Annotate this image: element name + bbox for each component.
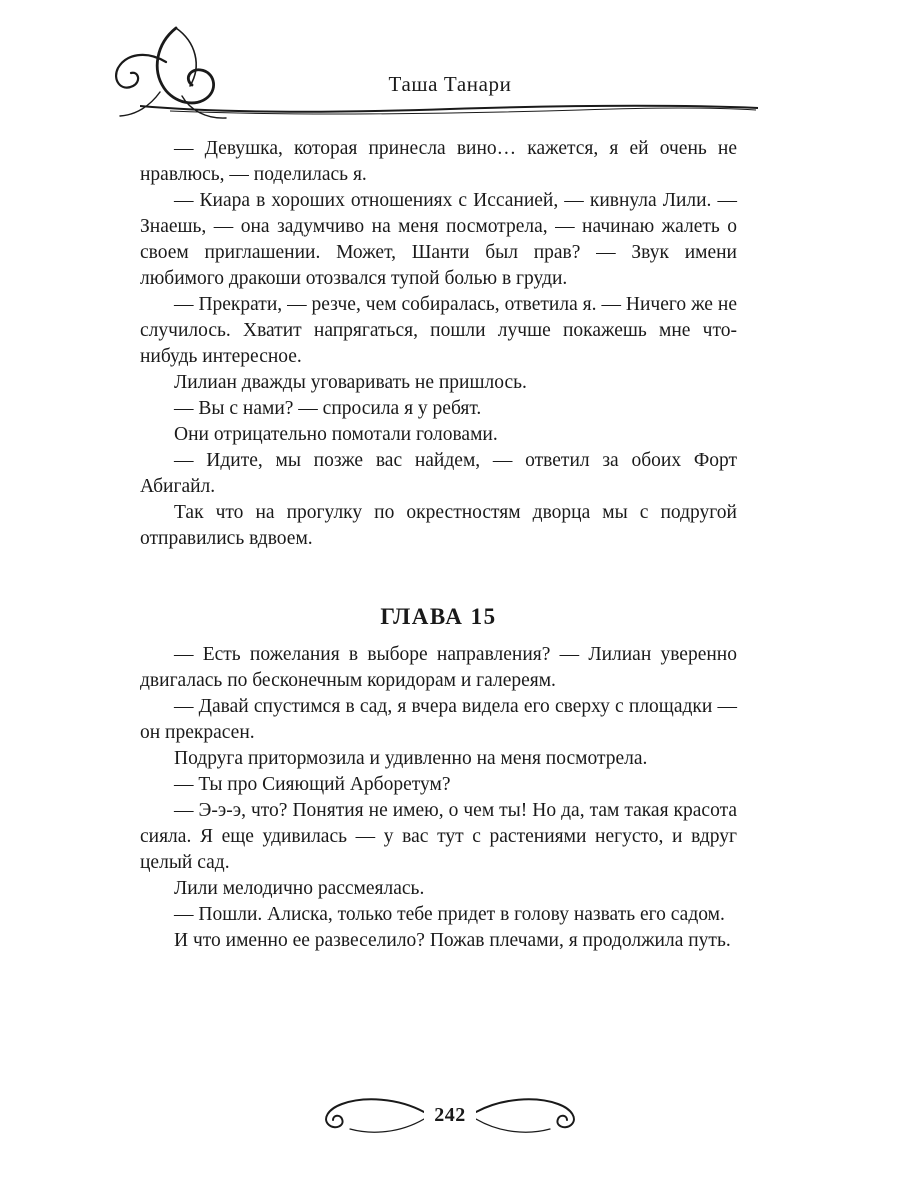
paragraph: — Давай спустимся в сад, я вчера видела его сверху с площадки — он прекрасен. xyxy=(140,696,737,743)
header-rule-icon xyxy=(140,100,760,118)
paragraph: Они отрицательно помотали головами. xyxy=(174,424,498,445)
paragraph: Лили мелодично рассмеялась. xyxy=(174,878,425,899)
page-footer xyxy=(0,1094,900,1136)
paragraph: Так что на прогулку по окрестностям дворца мы с подругой отправились вдвоем. xyxy=(140,502,737,549)
paragraph: — Киара в хороших отношениях с Иссанией, — кивнула Лили. — Знаешь, — она задумчиво на меня посмотрела, — начинаю жалеть о своем приглашении. Может, Шанти был прав? — Звук имени любимого дракоши отозвался тупой болью в груди. xyxy=(140,190,737,289)
chapter-heading: ГЛАВА 15 xyxy=(380,604,497,629)
paragraph: — Идите, мы позже вас найдем, — ответил за обоих Форт Абигайл. xyxy=(140,450,737,497)
paragraph: — Ты про Сияющий Арборетум? xyxy=(174,774,451,795)
page-body xyxy=(140,136,737,954)
paragraph: — Вы с нами? — спросила я у ребят. xyxy=(174,398,482,419)
paragraph: — Есть пожелания в выборе направления? — Лилиан уверенно двигалась по бесконечным коридорам и галереям. xyxy=(140,644,737,691)
paragraph: — Девушка, которая принесла вино… кажется, я ей очень не нравлюсь, — поделилась я. xyxy=(140,138,737,185)
paragraph: — Прекрати, — резче, чем собиралась, ответила я. — Ничего же не случилось. Хватит напрягаться, пошли лучше покажешь мне что-нибудь интересное. xyxy=(140,294,737,367)
paragraph: Лилиан дважды уговаривать не пришлось. xyxy=(174,372,527,393)
footer-flourish-left-icon xyxy=(320,1094,424,1136)
paragraph: — Пошли. Алиска, только тебе придет в голову назвать его садом. xyxy=(174,904,725,925)
paragraph: И что именно ее развеселило? Пожав плечами, я продолжила путь. xyxy=(174,930,731,951)
running-header-author: Таша Танари xyxy=(388,72,512,96)
paragraph: — Э-э-э, что? Понятия не имею, о чем ты! Но да, там такая красота сияла. Я еще удивилась — у вас тут с растениями негусто, и вдруг целый сад. xyxy=(140,800,737,873)
footer-flourish-right-icon xyxy=(476,1094,580,1136)
page-number: 242 xyxy=(434,1103,466,1126)
paragraph: Подруга притормозила и удивленно на меня посмотрела. xyxy=(174,748,648,769)
